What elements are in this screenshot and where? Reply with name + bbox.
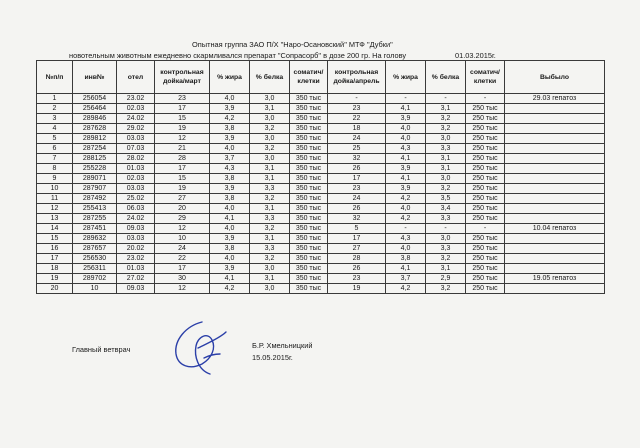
table-cell: 4,1 (210, 214, 250, 224)
table-cell (505, 264, 605, 274)
table-cell: - (386, 224, 426, 234)
table-cell: 3,0 (250, 154, 290, 164)
table-cell (505, 284, 605, 294)
table-cell: 250 тыс (466, 204, 505, 214)
table-cell (505, 204, 605, 214)
table-cell: 12 (155, 224, 210, 234)
table-cell: 07.03 (117, 144, 155, 154)
table-cell: 250 тыс (466, 164, 505, 174)
table-cell: 2 (37, 104, 73, 114)
table-cell: 4,1 (386, 264, 426, 274)
table-cell: 26 (328, 264, 386, 274)
column-header: №п/п (37, 61, 73, 94)
table-cell: 3,8 (210, 174, 250, 184)
data-table (36, 60, 605, 294)
signature-image (168, 318, 228, 376)
table-cell: 9 (37, 174, 73, 184)
table-cell (505, 174, 605, 184)
table-cell: 03.03 (117, 234, 155, 244)
table-cell: 02.03 (117, 104, 155, 114)
table-cell: 3,8 (210, 194, 250, 204)
table-cell: 4,1 (386, 154, 426, 164)
table-cell: 32 (328, 214, 386, 224)
table-cell: 1 (37, 94, 73, 104)
table-row (37, 114, 605, 124)
table-cell: 350 тыс (290, 214, 328, 224)
table-cell: - (328, 94, 386, 104)
column-header: инв№ (73, 61, 117, 94)
table-cell: 01.03 (117, 164, 155, 174)
table-cell: 287492 (73, 194, 117, 204)
table-cell: 4,0 (386, 134, 426, 144)
table-cell: 18 (37, 264, 73, 274)
table-cell: 7 (37, 154, 73, 164)
table-cell: 3,0 (426, 134, 466, 144)
table-row (37, 144, 605, 154)
table-cell: 3,1 (250, 174, 290, 184)
table-cell (505, 104, 605, 114)
table-cell: 250 тыс (466, 144, 505, 154)
table-cell: 3,1 (426, 104, 466, 114)
table-cell: 3,0 (250, 264, 290, 274)
column-header: контрольная дойка/апрель (328, 61, 386, 94)
table-cell: 10 (155, 234, 210, 244)
table-cell: 255228 (73, 164, 117, 174)
table-cell (505, 134, 605, 144)
table-cell: 4,0 (210, 204, 250, 214)
table-cell: 3,3 (250, 214, 290, 224)
table-cell: 32 (328, 154, 386, 164)
table-row (37, 264, 605, 274)
table-cell: 28 (328, 254, 386, 264)
table-cell: 3,9 (210, 234, 250, 244)
table-cell: 3,8 (210, 124, 250, 134)
table-cell: - (466, 224, 505, 234)
table-cell: 17 (328, 234, 386, 244)
table-cell (505, 194, 605, 204)
table-cell: 6 (37, 144, 73, 154)
table-cell: 3,0 (250, 134, 290, 144)
table-cell: 287451 (73, 224, 117, 234)
table-cell: 350 тыс (290, 104, 328, 114)
table-row (37, 274, 605, 284)
table-cell: 3,3 (426, 244, 466, 254)
table-cell: 250 тыс (466, 244, 505, 254)
table-row (37, 204, 605, 214)
table-cell: 3,1 (250, 204, 290, 214)
table-cell: 3,3 (426, 214, 466, 224)
table-cell: 3,2 (250, 144, 290, 154)
table-cell: 3,1 (426, 264, 466, 274)
table-cell: 3,8 (210, 244, 250, 254)
table-row (37, 124, 605, 134)
table-cell: 4,3 (386, 234, 426, 244)
table-cell: 24 (328, 134, 386, 144)
table-cell: 350 тыс (290, 194, 328, 204)
table-row (37, 214, 605, 224)
table-cell: 12 (155, 284, 210, 294)
signature-date: 15.05.2015г. (252, 353, 293, 362)
table-cell (505, 254, 605, 264)
table-cell: 23 (328, 184, 386, 194)
table-cell: 3,3 (250, 244, 290, 254)
table-cell: 20 (37, 284, 73, 294)
table-cell: 24 (155, 244, 210, 254)
table-cell: 16 (37, 244, 73, 254)
table-cell: 3,1 (250, 104, 290, 114)
table-cell: 4,3 (210, 164, 250, 174)
table-cell: 8 (37, 164, 73, 174)
table-cell: 3,9 (386, 164, 426, 174)
table-cell: 350 тыс (290, 134, 328, 144)
table-cell: 4,0 (210, 254, 250, 264)
table-cell: 2,9 (426, 274, 466, 284)
table-cell: 250 тыс (466, 124, 505, 134)
table-cell: 03.03 (117, 184, 155, 194)
table-cell (505, 144, 605, 154)
table-cell: 289846 (73, 114, 117, 124)
table-cell: 350 тыс (290, 284, 328, 294)
table-row (37, 224, 605, 234)
table-cell: 250 тыс (466, 214, 505, 224)
table-cell: 3,1 (250, 164, 290, 174)
table-cell: 350 тыс (290, 164, 328, 174)
table-cell: 06.03 (117, 204, 155, 214)
table-row (37, 284, 605, 294)
table-cell: 12 (37, 204, 73, 214)
table-row (37, 244, 605, 254)
table-cell: 24.02 (117, 214, 155, 224)
table-cell: 3,9 (210, 104, 250, 114)
table-cell: 27 (328, 244, 386, 254)
table-cell: 3,2 (250, 194, 290, 204)
table-cell: 3,2 (426, 114, 466, 124)
table-cell: 4,0 (210, 224, 250, 234)
table-cell: 256054 (73, 94, 117, 104)
table-cell: 24 (328, 194, 386, 204)
table-cell: 3,9 (210, 264, 250, 274)
table-cell (505, 114, 605, 124)
table-cell: 4,0 (386, 204, 426, 214)
table-cell: 4,2 (210, 114, 250, 124)
table-cell: 23 (328, 274, 386, 284)
table-cell: 29.02 (117, 124, 155, 134)
table-cell: 289632 (73, 234, 117, 244)
table-row (37, 154, 605, 164)
table-cell: 3,3 (250, 184, 290, 194)
table-cell: 3,2 (426, 284, 466, 294)
table-cell: 3,2 (250, 254, 290, 264)
table-cell: 3,2 (426, 254, 466, 264)
table-cell: 287907 (73, 184, 117, 194)
table-cell: 3,9 (210, 184, 250, 194)
table-cell: 250 тыс (466, 184, 505, 194)
table-cell: 3,4 (426, 204, 466, 214)
column-header: % белка (426, 61, 466, 94)
table-cell: 250 тыс (466, 104, 505, 114)
table-cell: 3,8 (386, 254, 426, 264)
table-cell: 19.05 гепатоз (505, 274, 605, 284)
table-cell: 3,0 (426, 174, 466, 184)
table-cell: 19 (328, 284, 386, 294)
column-header: % жира (386, 61, 426, 94)
table-cell (505, 124, 605, 134)
table-cell: 3,2 (426, 124, 466, 134)
table-cell: 3,9 (386, 184, 426, 194)
table-cell (505, 154, 605, 164)
table-cell (505, 214, 605, 224)
table-row (37, 104, 605, 114)
signer-role: Главный ветврач (72, 345, 131, 354)
table-cell: 23.02 (117, 94, 155, 104)
table-cell: 3,7 (386, 274, 426, 284)
table-row (37, 194, 605, 204)
table-cell: 11 (37, 194, 73, 204)
table-cell: 3,3 (426, 144, 466, 154)
document-subtitle: новотельным животным ежедневно скармливался препарат "Сопрасорб" в дозе 200 гр. На голову (69, 51, 407, 60)
table-cell: 22 (155, 254, 210, 264)
table-cell: 250 тыс (466, 134, 505, 144)
table-cell: 250 тыс (466, 284, 505, 294)
table-cell: 289812 (73, 134, 117, 144)
table-cell: 25 (328, 144, 386, 154)
table-cell: 350 тыс (290, 94, 328, 104)
table-cell: 250 тыс (466, 254, 505, 264)
table-cell: 3,0 (250, 114, 290, 124)
table-cell: 4,0 (210, 144, 250, 154)
table-cell: 250 тыс (466, 234, 505, 244)
table-row (37, 94, 605, 104)
table-cell: 350 тыс (290, 174, 328, 184)
table-cell: 21 (155, 144, 210, 154)
table-cell: 13 (37, 214, 73, 224)
table-cell: 3,9 (210, 134, 250, 144)
table-cell: 01.03 (117, 264, 155, 274)
table-cell: 350 тыс (290, 184, 328, 194)
table-cell: 24.02 (117, 114, 155, 124)
table-cell: 287254 (73, 144, 117, 154)
table-cell: 3,9 (386, 114, 426, 124)
table-cell: 3,1 (426, 154, 466, 164)
table-cell: 3 (37, 114, 73, 124)
table-cell: 287657 (73, 244, 117, 254)
table-cell: 350 тыс (290, 154, 328, 164)
table-cell: 18 (328, 124, 386, 134)
table-cell: 02.03 (117, 174, 155, 184)
table-cell: 4,1 (386, 174, 426, 184)
table-cell: 09.03 (117, 284, 155, 294)
table-cell: 350 тыс (290, 124, 328, 134)
table-cell: 4,2 (386, 214, 426, 224)
table-cell: 250 тыс (466, 114, 505, 124)
table-cell: 4,0 (386, 124, 426, 134)
table-cell: 28 (155, 154, 210, 164)
table-cell: 4,3 (386, 144, 426, 154)
table-cell: 350 тыс (290, 274, 328, 284)
table-cell: 10 (73, 284, 117, 294)
table-cell: 5 (328, 224, 386, 234)
table-cell: 30 (155, 274, 210, 284)
table-cell (505, 234, 605, 244)
table-cell: 3,2 (250, 224, 290, 234)
table-cell: 250 тыс (466, 154, 505, 164)
table-cell: 350 тыс (290, 114, 328, 124)
table-cell: 09.03 (117, 224, 155, 234)
table-cell: 4,0 (210, 94, 250, 104)
table-cell: - (426, 224, 466, 234)
table-cell: 15 (37, 234, 73, 244)
table-cell: 289702 (73, 274, 117, 284)
table-cell: 03.03 (117, 134, 155, 144)
table-cell: 5 (37, 134, 73, 144)
table-cell: 12 (155, 134, 210, 144)
table-cell: 17 (155, 104, 210, 114)
table-cell: 29 (155, 214, 210, 224)
table-body (37, 94, 605, 294)
table-cell: 288125 (73, 154, 117, 164)
table-cell: 29.03 гепатоз (505, 94, 605, 104)
table-header-row (37, 61, 605, 94)
table-cell: 289071 (73, 174, 117, 184)
table-row (37, 184, 605, 194)
column-header: % белка (250, 61, 290, 94)
table-cell: 26 (328, 164, 386, 174)
table-cell: 4,2 (386, 284, 426, 294)
table-cell: 350 тыс (290, 204, 328, 214)
table-cell: - (426, 94, 466, 104)
table-cell: 27 (155, 194, 210, 204)
table-cell: 10 (37, 184, 73, 194)
table-cell: 250 тыс (466, 194, 505, 204)
table-cell: 4,2 (386, 194, 426, 204)
table-cell: 255413 (73, 204, 117, 214)
table-cell: 22 (328, 114, 386, 124)
table-row (37, 164, 605, 174)
table-cell: 4,1 (386, 104, 426, 114)
table-cell: 256311 (73, 264, 117, 274)
table-cell (505, 164, 605, 174)
table-row (37, 234, 605, 244)
table-cell: 287255 (73, 214, 117, 224)
table-cell: 3,0 (250, 284, 290, 294)
table-row (37, 134, 605, 144)
table-cell: 26 (328, 204, 386, 214)
table-cell: 17 (328, 174, 386, 184)
table-cell: 3,1 (426, 164, 466, 174)
table-cell: 350 тыс (290, 254, 328, 264)
table-row (37, 174, 605, 184)
table-cell: 4 (37, 124, 73, 134)
table-cell: 20.02 (117, 244, 155, 254)
table-cell: 4,2 (210, 284, 250, 294)
table-cell: - (466, 94, 505, 104)
column-header: % жира (210, 61, 250, 94)
table-cell (505, 244, 605, 254)
column-header: контрольная дойка/март (155, 61, 210, 94)
table-cell (505, 184, 605, 194)
table-cell: 3,0 (250, 94, 290, 104)
column-header: соматич/ клетки (290, 61, 328, 94)
table-cell: 256530 (73, 254, 117, 264)
table-cell: 3,1 (250, 234, 290, 244)
table-cell: 3,7 (210, 154, 250, 164)
table-cell: 17 (155, 264, 210, 274)
document-title: Опытная группа ЗАО П/Х "Наро-Осановский" МТФ "Дубки" (192, 40, 393, 49)
table-cell: 15 (155, 114, 210, 124)
table-cell: 20 (155, 204, 210, 214)
table-cell: 250 тыс (466, 274, 505, 284)
table-cell: 19 (37, 274, 73, 284)
table-cell: 350 тыс (290, 224, 328, 234)
table-cell: 350 тыс (290, 144, 328, 154)
table-cell: 15 (155, 174, 210, 184)
table-cell: 3,2 (250, 124, 290, 134)
column-header: отел (117, 61, 155, 94)
table-cell: 27.02 (117, 274, 155, 284)
table-cell: 350 тыс (290, 264, 328, 274)
table-cell: 17 (155, 164, 210, 174)
table-cell: 19 (155, 184, 210, 194)
table-cell: - (386, 94, 426, 104)
table-cell: 4,1 (210, 274, 250, 284)
table-cell: 23 (328, 104, 386, 114)
table-cell: 10.04 гепатоз (505, 224, 605, 234)
table-cell: 4,0 (386, 244, 426, 254)
table-cell: 23.02 (117, 254, 155, 264)
table-cell: 14 (37, 224, 73, 234)
table-cell: 350 тыс (290, 234, 328, 244)
table-cell: 17 (37, 254, 73, 264)
table-cell: 3,0 (426, 234, 466, 244)
table-cell: 3,1 (250, 274, 290, 284)
table-cell: 3,2 (426, 184, 466, 194)
table-cell: 28.02 (117, 154, 155, 164)
table-cell: 250 тыс (466, 174, 505, 184)
table-cell: 287628 (73, 124, 117, 134)
table-cell: 350 тыс (290, 244, 328, 254)
table-cell: 23 (155, 94, 210, 104)
signer-name: Б.Р. Хмельницкий (252, 341, 313, 350)
table-cell: 250 тыс (466, 264, 505, 274)
column-header: Выбыло (505, 61, 605, 94)
table-cell: 19 (155, 124, 210, 134)
column-header: соматич/ клетки (466, 61, 505, 94)
table-cell: 256464 (73, 104, 117, 114)
table-cell: 25.02 (117, 194, 155, 204)
document-date: 01.03.2015г. (455, 51, 496, 60)
table-cell: 3,5 (426, 194, 466, 204)
table-row (37, 254, 605, 264)
